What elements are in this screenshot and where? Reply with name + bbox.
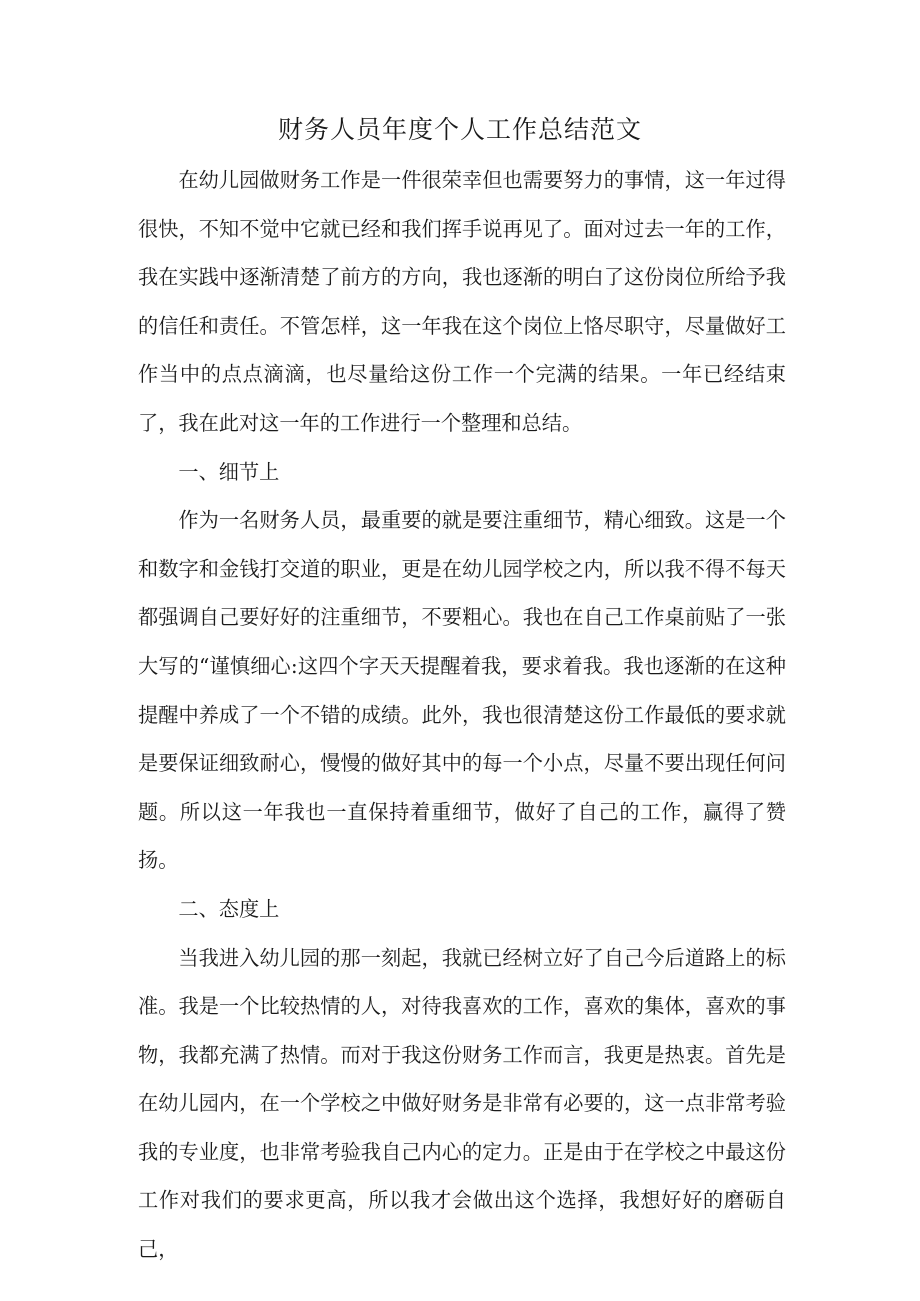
paragraph-intro: 在幼儿园做财务工作是一件很荣幸但也需要努力的事情，这一年过得很快，不知不觉中它就已经和我们挥手说再见了。面对过去一年的工作，我在实践中逐渐清楚了前方的方向，我也逐渐的明白了这份岗位所给予我的信任和责任。不管怎样，这一年我在这个岗位上恪尽职守，尽量做好工作当中的点点滴滴，也尽量给这份工作一个完满的结果。一年已经结束了，我在此对这一年的工作进行一个整理和总结。	[138, 168, 786, 435]
paragraph-details: 作为一名财务人员，最重要的就是要注重细节，精心细致。这是一个和数字和金钱打交道的职业，更是在幼儿园学校之内，所以我不得不每天都强调自己要好好的注重细节，不要粗心。我也在自己工作桌前贴了一张大写的“谨慎细心:这四个字天天提醒着我，要求着我。我也逐渐的在这种提醒中养成了一个不错的成绩。此外，我也很清楚这份工作最低的要求就是要保证细致耐心，慢慢的做好其中的每一个小点，尽量不要出现任何问题。所以这一年我也一直保持着重细节，做好了自己的工作，赢得了赞扬。	[138, 508, 786, 873]
document-title: 财务人员年度个人工作总结范文	[277, 115, 642, 144]
section-heading-attitude: 二、态度上	[178, 896, 280, 921]
document-body	[138, 156, 786, 1274]
section-heading-details: 一、细节上	[178, 459, 280, 484]
paragraph-attitude: 当我进入幼儿园的那一刻起，我就已经树立好了自己今后道路上的标准。我是一个比较热情的人，对待我喜欢的工作，喜欢的集体，喜欢的事物，我都充满了热情。而对于我这份财务工作而言，我更是热衷。首先是在幼儿园内，在一个学校之中做好财务是非常有必要的，这一点非常考验我的专业度，也非常考验我自己内心的定力。正是由于在学校之中最这份工作对我们的要求更高，所以我才会做出这个选择，我想好好的磨砺自己，	[138, 945, 786, 1262]
